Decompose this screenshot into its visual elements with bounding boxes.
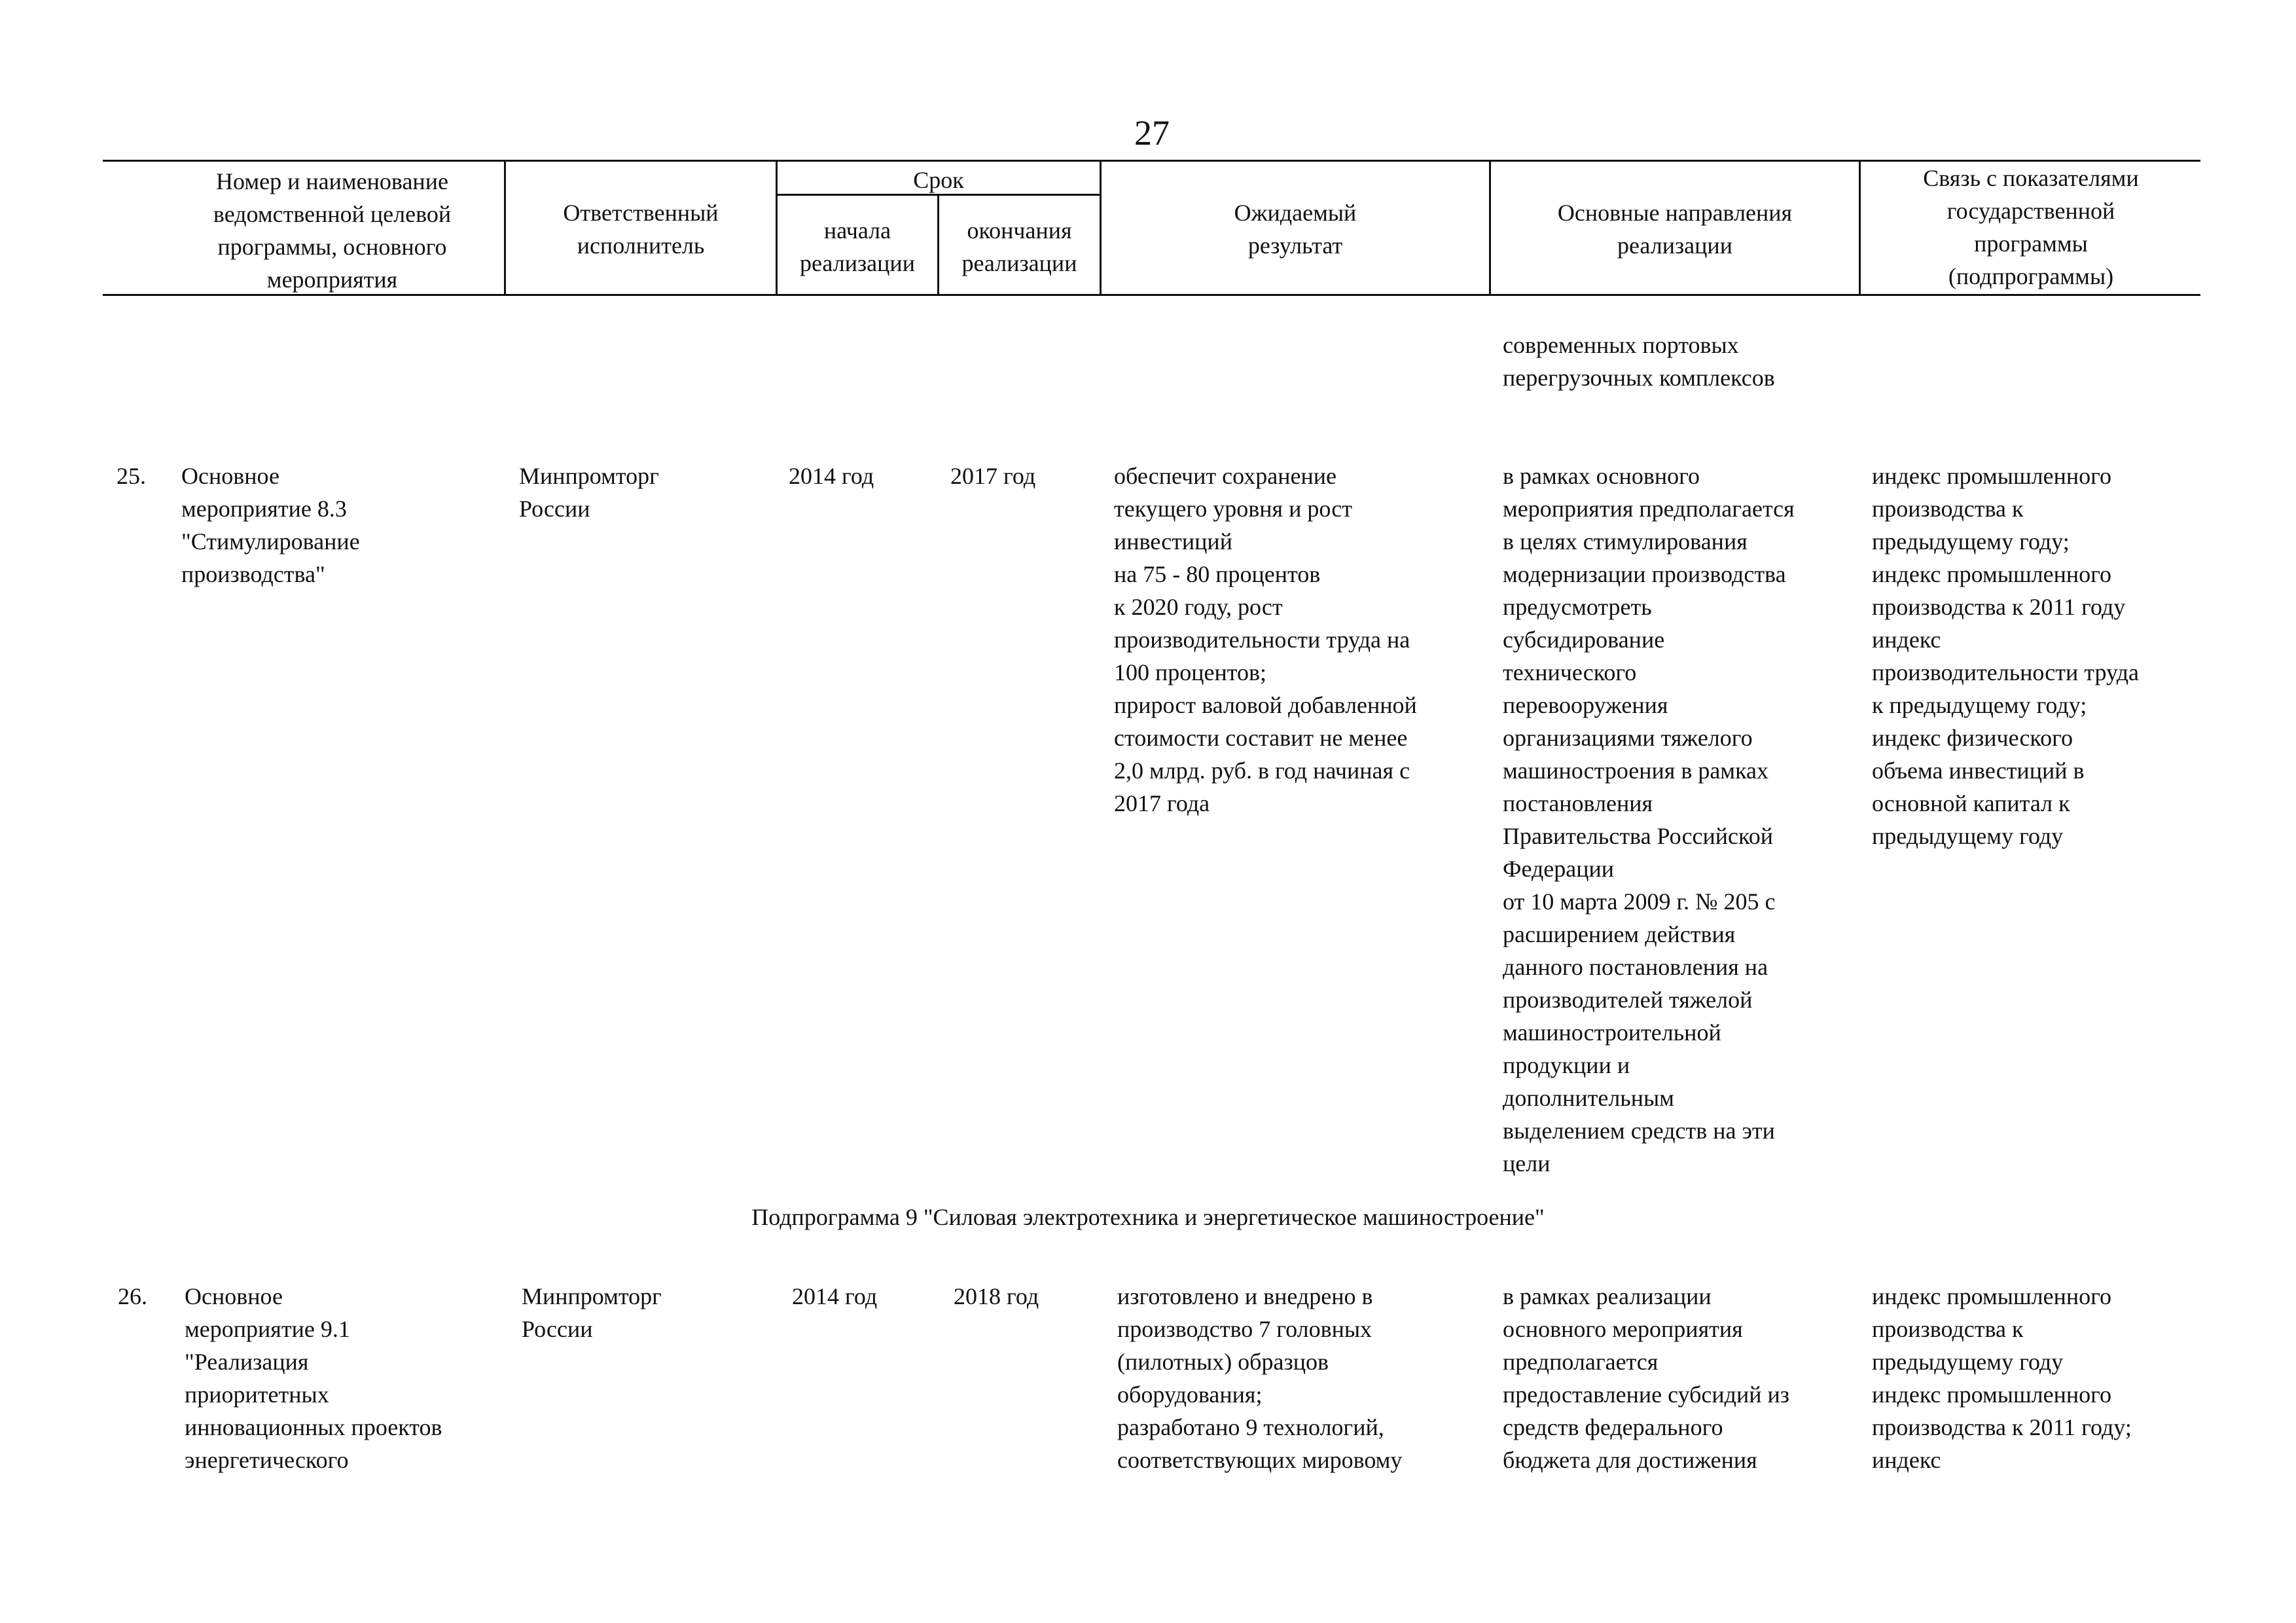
header-end: окончания реализации: [961, 217, 1077, 276]
header-srok: Срок: [913, 167, 964, 193]
row-26-number: 26.: [118, 1283, 147, 1309]
subprogram-title: Подпрограмма 9 "Силовая электротехника и энергетическое машиностроение": [751, 1204, 1545, 1230]
row-25-start: 2014 год: [789, 463, 874, 489]
continuation-directions: современных портовых перегрузочных комплексов: [1503, 332, 1775, 391]
row-26-indicators: индекс промышленного производства к предыдущему году индекс промышленного производства к 2011 году; индекс: [1872, 1283, 2132, 1473]
header-program-name: Номер и наименование ведомственной целевой программы, основного мероприятия: [213, 168, 452, 293]
header-indicators-link: Связь с показателями государственной программы (подпрограммы): [1923, 165, 2139, 289]
row-25-name: Основное мероприятие 8.3 "Стимулирование производства": [181, 463, 360, 587]
header-start: начала реализации: [800, 217, 915, 276]
row-25-result: обеспечит сохранение текущего уровня и рост инвестиций на 75 - 80 процентов к 2020 году, рост производительности труда на 100 процентов; прирост валовой добавленной стоимости составит не менее 2,0 млрд. руб. в год начиная с 2017 года: [1114, 463, 1417, 816]
row-26-executor: Минпромторг России: [522, 1283, 662, 1342]
row-25-directions: в рамках основного мероприятия предполагается в целях стимулирования модернизации производства предусмотреть субсидирование технического перевооружения организациями тяжелого машиностроения в рамках постановления Правительства Российской Федерации от 10 марта 2009 г. № 205 с расширением действия данного постановления на производителей тяжелой машиностроительной продукции и дополнительным выделением средств на эти цели: [1503, 463, 1795, 1176]
header-main-directions: Основные направления реализации: [1557, 200, 1793, 259]
row-26-name: Основное мероприятие 9.1 "Реализация приоритетных инновационных проектов энергетического: [185, 1283, 442, 1473]
header-expected-result: Ожидаемый результат: [1234, 200, 1357, 259]
row-25-number: 25.: [117, 463, 146, 489]
row-25-end: 2017 год: [950, 463, 1036, 489]
row-26-result: изготовлено и внедрено в производство 7 головных (пилотных) образцов оборудования; разработано 9 технологий, соответствующих мировому: [1117, 1283, 1403, 1473]
row-25-indicators: индекс промышленного производства к предыдущему году; индекс промышленного производства к 2011 году индекс производительности труда к предыдущему году; индекс физического объема инвестиций в основной капитал к предыдущему году: [1872, 463, 2140, 849]
header-executor: Ответственный исполнитель: [563, 200, 719, 259]
row-26-directions: в рамках реализации основного мероприятия предполагается предоставление субсидий из средств федерального бюджета для достижения: [1503, 1283, 1790, 1473]
row-26-start: 2014 год: [792, 1283, 878, 1309]
row-25-executor: Минпромторг России: [519, 463, 659, 522]
row-26-end: 2018 год: [954, 1283, 1039, 1309]
page-number: 27: [1134, 113, 1170, 153]
